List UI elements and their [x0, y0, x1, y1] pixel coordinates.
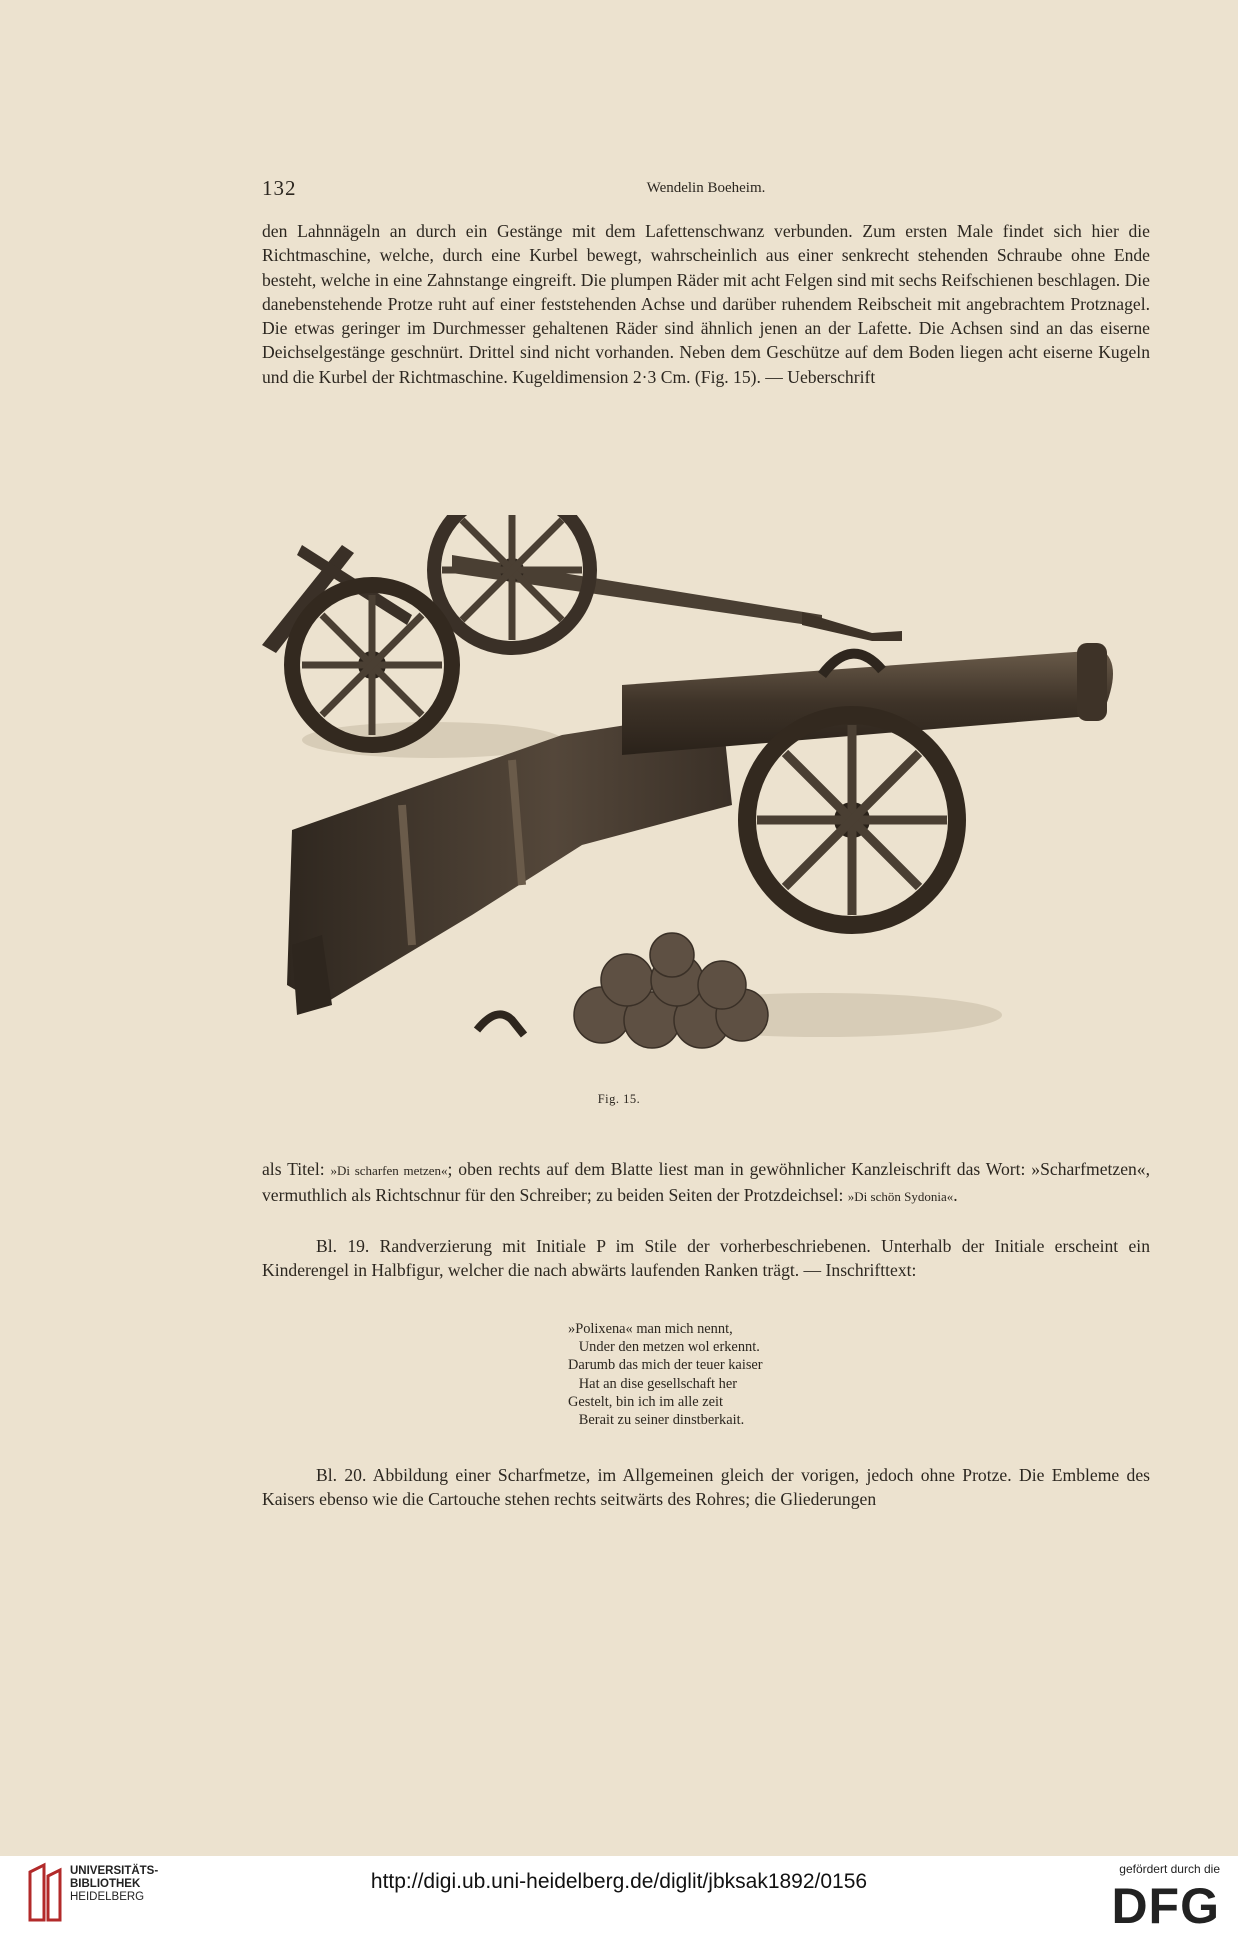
figure-caption: Fig. 15.: [597, 1092, 641, 1106]
paragraph-top-text: den Lahnnägeln an durch ein Gestänge mit dem Lafettenschwanz verbunden. Zum ersten Male findet sich hier die Richtmaschine, welche, durch eine Kurbel bewegt, wahrscheinlich aus einer senkrecht stehenden Schraube ohne Ende besteht, welche in eine Zahnstange eingreift. Die plumpen Räder mit acht Felgen sind mit sechs Reifschienen beschlagen. Die danebenstehende Protze ruht auf einer feststehenden Achse und darüber ruhendem Reibscheit mit angebrachtem Protznagel. Die etwas geringer im Durchmesser gehaltenen Räder sind ähnlich jenen an der Lafette. Die Achsen sind an das eiserne Deichselgestänge geschnürt. Drittel sind nicht vorhanden. Neben dem Geschütze auf dem Boden liegen acht eiserne Kugeln und die Kurbel der Richtmaschine. Kugeldimension 2·3 Cm. (Fig. 15). — Ueberschrift: [262, 221, 1150, 387]
gun-crank: [477, 1014, 524, 1035]
source-url-link[interactable]: http://digi.ub.uni-heidelberg.de/diglit/jbksak1892/0156: [370, 1870, 868, 1893]
gun-carriage-wheel: [747, 715, 957, 925]
paragraph-3: Bl. 19. Randverzierung mit Initiale P im Stile der vorherbeschriebenen. Unterhalb der Initiale erscheint ein Kinderengel in Halbfigur, welcher die nach abwärts laufenden Ranken trägt. — Inschrifttext:: [262, 1236, 1150, 1281]
poem-line: Hat an dise gesellschaft her: [568, 1375, 738, 1392]
page-number: 132: [262, 176, 297, 200]
cannon-balls: [574, 933, 768, 1048]
page-header: [262, 176, 1150, 206]
paragraph-2: als Titel: »Di scharfen metzen«; oben rechts auf dem Blatte liest man in gewöhnlicher Kanzleischrift das Wort: »Scharfmetzen«, vermuthlich als Richtschnur für den Schreiber; zu beiden Seiten der Protzdeichsel: »Di schön Sydonia«.: [262, 1159, 1151, 1206]
inscription-poem: [568, 1320, 763, 1429]
gun-muzzle: [1077, 643, 1107, 721]
dfg-logo: DFG: [1111, 1878, 1220, 1934]
funded-by-label: gefördert durch die: [1119, 1862, 1220, 1876]
figure-cannon-illustration: [262, 515, 1142, 1070]
poem-line: Under den metzen wol erkennt.: [568, 1339, 760, 1356]
limber-front-wheel: [292, 585, 452, 745]
paragraph-4: Bl. 20. Abbildung einer Scharfmetze, im Allgemeinen gleich der vorigen, jedoch ohne Protze. Die Embleme des Kaisers ebenso wie die Cartouche stehen rechts seitwärts des Rohres; die Gliederungen: [262, 1465, 1150, 1510]
poem-line: »Polixena« man mich nennt,: [568, 1321, 733, 1337]
poem-line: Darumb das mich der teuer kaiser: [568, 1357, 763, 1374]
digitization-footer: [0, 1856, 1238, 1939]
poem-line: Gestelt, bin ich im alle zeit: [568, 1393, 724, 1410]
library-name: UNIVERSITÄTS- BIBLIOTHEK HEIDELBERG: [70, 1865, 159, 1903]
running-head: Wendelin Boeheim.: [646, 180, 766, 196]
paragraph-top: [262, 219, 1150, 389]
gun-barrel: [622, 650, 1113, 755]
poem-line: Berait zu seiner dinstberkait.: [568, 1412, 745, 1429]
